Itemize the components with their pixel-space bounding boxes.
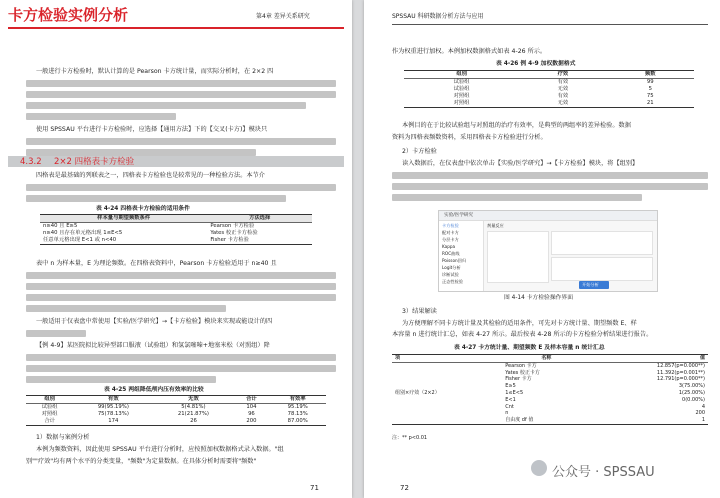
table-header: 有效 [108,396,119,402]
running-header: SPSSAU 科研数据分析方法与应用 [392,13,484,20]
table-cell: 99 [646,79,654,85]
table-cell: 1≤E<5 [505,389,524,396]
table-header: 有效率 [289,396,306,402]
figure-item[interactable]: Logit分析 [442,265,461,270]
table-cell: 104 [246,404,257,410]
table-cell: 对照组 [41,411,58,417]
page-number: 72 [400,484,409,492]
paragraph: 本例目的在于比较试验组与对照组的治疗有效率，是典型的两组率的差异检验。数据 [402,122,631,129]
left-page [0,0,352,498]
paragraph: 作为权重进行加权。本例加权数据格式如表 4-26 所示。 [392,48,547,55]
table-header: 项 [395,355,401,361]
table-cell: 75 [646,93,654,99]
table-row [40,237,312,245]
table-row [404,93,694,100]
table-cell: 对照组 [453,100,470,106]
text-block [26,272,336,316]
table-header: 组别 [44,396,55,402]
right-page [364,0,720,498]
paragraph: 别""疗效"均有两个水平的分类变量，"频数"为定量数据。在具体分析时需要将"频数" [26,458,257,465]
figure-caption: 图 4-14 卡方检验操作界面 [504,295,574,301]
table-cell: 4 [701,403,705,410]
table-row [40,230,312,237]
table-cell: 96 [248,411,255,417]
table-cell: 1 [701,417,705,424]
paragraph: 表中 n 为样本量，E 为理论频数。在四格表资料中，Pearson 卡方检验适用于 n≥40 且 [36,260,277,267]
chi-square-summary-table [392,354,708,425]
section-title: 2×2 四格表卡方检验 [54,157,135,167]
conditions-table [40,214,312,245]
table-row [404,86,694,93]
table-cell: E≥5 [505,383,516,390]
table-row [40,223,312,231]
table-cell: 自由度 df 值 [505,417,534,424]
paragraph: 一般适用于仅表盘中常使用【实验/医学研究】→【卡方检验】模块来实现或能设计的四 [36,318,273,325]
figure-item[interactable]: 配对卡方 [442,230,459,235]
figure-item[interactable]: 剂量反应 [487,223,504,228]
text-block [26,330,336,341]
table-header: 方法选择 [249,215,271,221]
table-cell: 合计 [44,418,55,424]
figure-item[interactable]: 卡方检验 [442,223,459,228]
table-header: 组别 [456,71,467,77]
table-caption: 表 4-26 例 4-9 加权数据格式 [496,61,576,67]
table-cell: Fisher 卡方检验 [210,237,249,243]
subsection-heading: 2）卡方检验 [402,148,437,155]
table-cell: Cnt [505,403,514,410]
table-cell: 试验组 [41,404,58,410]
table-cell: 87.00% [287,418,308,424]
table-cell: 1(25.00%) [678,389,705,396]
table-cell: Yates 校正卡方 [505,369,540,376]
table-header: 合计 [246,396,257,402]
table-cell: 有效 [557,79,569,85]
wechat-logo-icon [531,460,547,476]
table-cell: 11.392(p=0.001**) [656,369,705,376]
figure-item[interactable]: 分层卡方 [442,237,459,242]
table-cell: 75(78.13%) [97,411,129,417]
table-cell: Fisher 卡方 [505,376,532,383]
paragraph: 【例 4-9】某医院拟比较异型部口服液（试验组）和氢氯噻嗪+地塞米松（对照组）降 [36,342,270,349]
header-rule [8,27,344,29]
table-cell: 试验组 [453,79,470,85]
paragraph: 本例为频数资料，因此使用 SPSSAU 平台进行分析时，应按照加权数据格式录入数据。"组 [36,446,284,453]
table-caption: 表 4-24 四格表卡方检验的适用条件 [96,206,190,212]
text-block [392,172,708,205]
paragraph: 使用 SPSSAU 平台进行卡方检验时，应选择【通用方法】下的【交叉(卡方)】模块只 [36,126,268,133]
table-cell: 5 [648,86,652,92]
text-block [26,80,336,124]
table-cell: 200 [246,418,257,424]
table-header: 值 [699,355,705,361]
table-header: 疗效 [557,71,569,77]
table-cell: 200 [695,410,705,417]
table-cell: Pearson 卡方 [505,362,537,369]
table-cell: n≥40 且存在单元格出现 1≤E<5 [43,230,123,236]
row-group-label: 组别×疗效（2×2） [395,389,440,396]
page-number: 71 [310,484,319,492]
table-cell: n [505,410,509,417]
header-rule [392,24,708,25]
watermark-text: 公众号 · SPSSAU [552,465,655,480]
table-cell: 对照组 [453,93,470,99]
table-cell: 无效 [557,86,569,92]
table-header: 名称 [541,355,552,361]
weighted-data-table [404,70,694,108]
efficacy-table [26,395,326,426]
table-row [26,404,326,412]
figure-item[interactable]: ROC曲线 [442,251,460,256]
table-cell: 95.19% [287,404,308,410]
figure-item[interactable]: 正态性检验 [442,279,463,284]
table-cell: 174 [108,418,119,424]
running-header: 第4章 差异关系研究 [256,13,310,20]
table-cell: 试验组 [453,86,470,92]
paragraph: 四格表是最基础的列联表之一，四格表卡方检验也是较常见的一种检验方法。本节介 [36,172,265,179]
table-caption: 表 4-27 卡方统计量、期望频数 E 及样本容量 n 统计汇总 [454,345,605,351]
table-row [26,411,326,418]
table-cell: Pearson 卡方检验 [210,223,255,229]
table-cell: 5(4.81%) [181,404,206,410]
paragraph: 为方便理解不同卡方统计量及其检验的适用条件，可先对卡方统计量、期望频数 E、样 [402,320,637,327]
table-cell: 99(95.19%) [97,404,129,410]
table-cell: 21(21.87%) [177,411,209,417]
table-note: 注：** p<0.01 [392,435,428,441]
table-cell: 0(0.00%) [682,396,705,403]
paragraph: 读入数据后，在仪表盘中依次单击【实验/医学研究】→【卡方检验】模块，将【组别】 [402,160,639,167]
table-cell: n≥40 且 E≥5 [43,223,78,229]
subsection-heading: 1）数据与案例分析 [36,434,90,441]
text-block [26,184,336,206]
paragraph: 本容量 n 进行统计汇总，如表 4-27 所示。最后按表 4-28 所示的卡方检验分析结果进行报告。 [392,331,653,338]
figure-screenshot [438,210,658,292]
subsection-heading: 3）结果解读 [402,308,437,315]
table-header: 无效 [188,396,199,402]
table-cell: 78.13% [287,411,308,417]
table-caption: 表 4-25 两组降低颅内压有效率的比较 [104,387,204,393]
paragraph: 资料为四格表频数资料，采用四格表卡方检验进行分析。 [392,134,547,141]
table-header: 频数 [645,71,656,77]
table-cell: E<1 [505,396,516,403]
figure-item[interactable]: 诊断试验 [442,272,459,277]
table-header: 样本量与期望频数条件 [97,215,151,221]
figure-item[interactable]: Kappa [442,244,456,249]
table-cell: 任意单元格出现 E<1 或 n<40 [43,237,117,243]
table-cell: Yates 校正卡方检验 [210,230,258,236]
table-row [404,100,694,108]
chapter-title: 卡方检验实例分析 [8,6,129,24]
table-row [26,418,326,426]
table-cell: 21 [646,100,654,106]
figure-item[interactable]: Poisson回归 [442,258,467,263]
table-cell: 12.857(p=0.000**) [656,362,705,369]
table-cell: 26 [190,418,197,424]
table-cell: 3(75.00%) [678,383,705,390]
paragraph: 一般进行卡方检验时，默认计算的是 Pearson 卡方统计量，而实际分析时，在 2×2 四 [36,68,274,75]
text-block [26,354,336,387]
table-row [392,362,708,369]
table-cell: 无效 [557,100,569,106]
figure-tab[interactable]: 实验/医学研究 [444,213,474,218]
table-cell: 12.791(p=0.000**) [656,376,705,383]
section-number: 4.3.2 [20,157,42,167]
start-analysis-label: 开始分析 [582,282,599,287]
table-cell: 有效 [557,93,569,99]
table-row [404,79,694,87]
